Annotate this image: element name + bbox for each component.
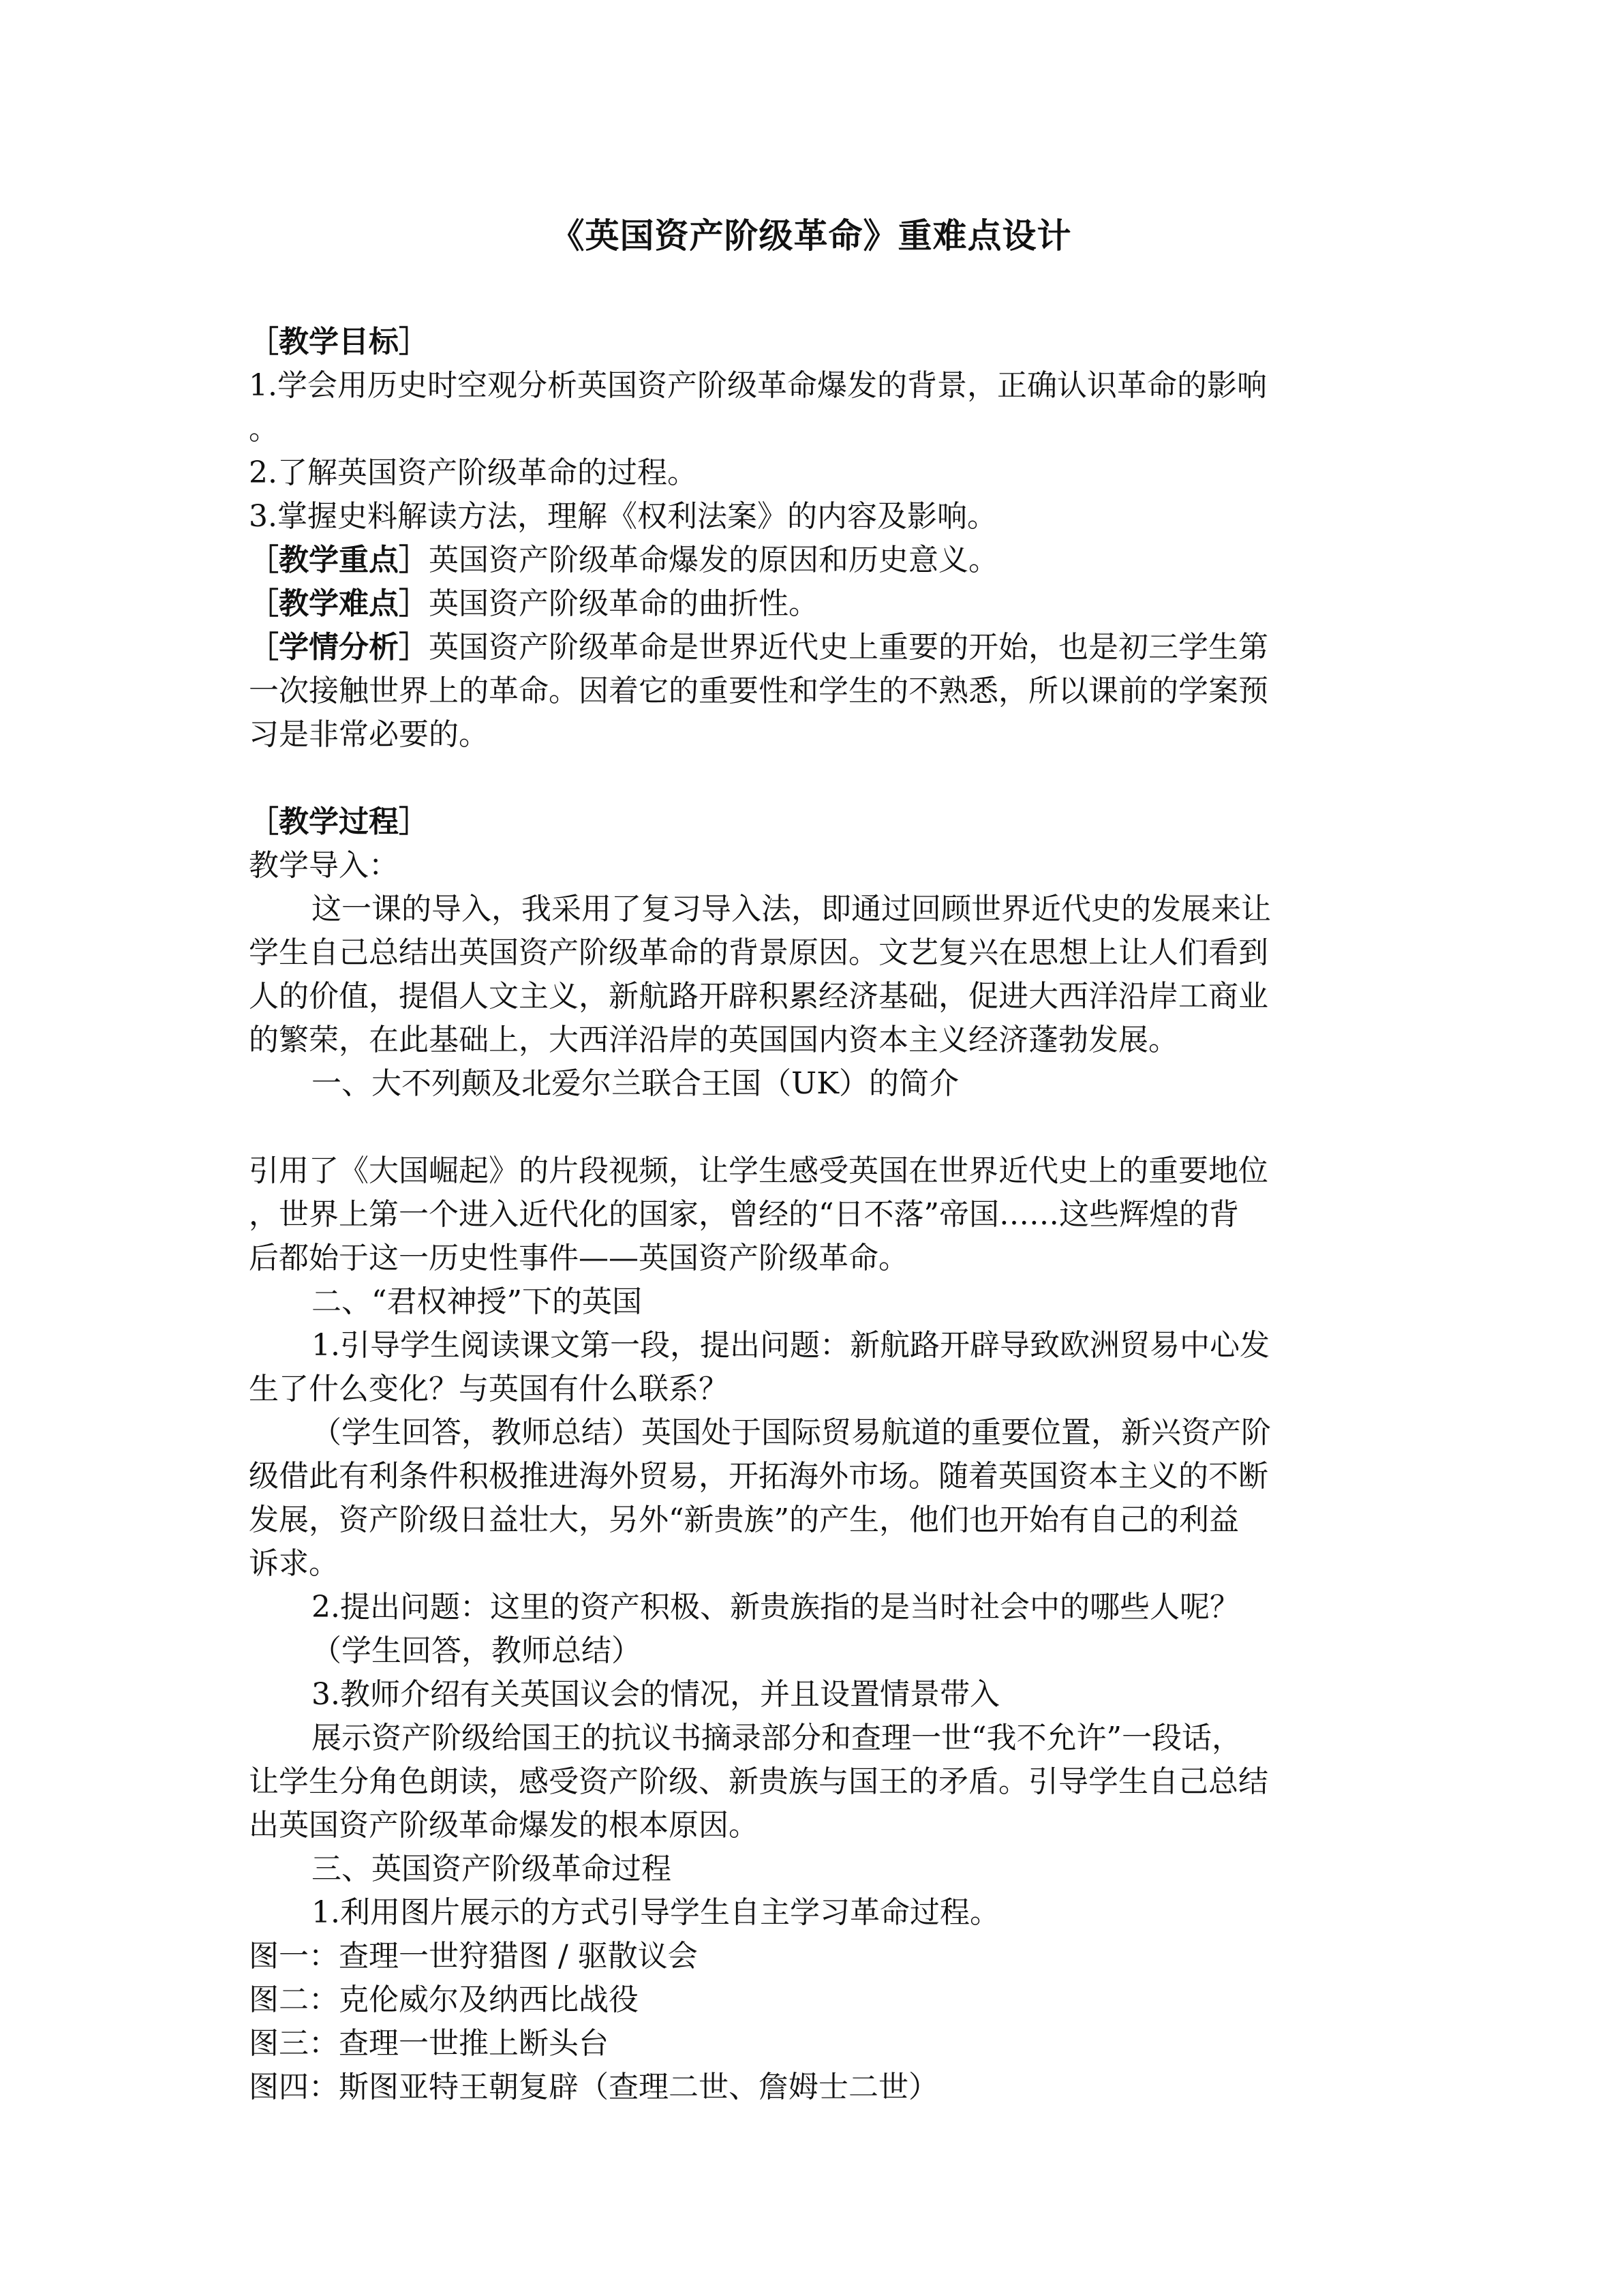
section-1-line-3: 后都始于这一历史性事件——英国资产阶级革命。 <box>249 1241 908 1275</box>
section-2-answer-1-line-4: 诉求。 <box>249 1546 339 1581</box>
intro-label: 教学导入： <box>249 848 399 883</box>
key-point-paragraph <box>249 539 1373 582</box>
section-2-answer-3-line-2: 让学生分角色朗读，感受资产阶级、新贵族与国王的矛盾。引导学生自己总结 <box>249 1764 1268 1799</box>
section-2-title: 二、“君权神授”下的英国 <box>311 1284 642 1319</box>
spacer <box>249 757 1373 800</box>
key-point-label: ［教学重点］ <box>249 543 429 577</box>
figure-item-1: 图一：查理一世狩猎图 / 驱散议会 <box>249 1939 698 1974</box>
section-2-answer-1-line-1: （学生回答，教师总结）英国处于国际贸易航道的重要位置，新兴资产阶 <box>311 1415 1271 1450</box>
section-1-line-1: 引用了《大国崛起》的片段视频，让学生感受英国在世界近代史上的重要地位 <box>249 1153 1268 1188</box>
objective-1-line-1: 1.学会用历史时空观分析英国资产阶级革命爆发的背景，正确认识革命的影响 <box>249 368 1267 403</box>
figure-item-4: 图四：斯图亚特王朝复辟（查理二世、詹姆士二世） <box>249 2070 938 2104</box>
document-body <box>249 320 1373 2109</box>
objective-3: 3.掌握史料解读方法，理解《权利法案》的内容及影响。 <box>249 499 997 534</box>
intro-line-4: 的繁荣，在此基础上，大西洋沿岸的英国国内资本主义经济蓬勃发展。 <box>249 1023 1178 1057</box>
section-2-answer-3-line-3: 出英国资产阶级革命爆发的根本原因。 <box>249 1808 759 1843</box>
section-1-line-2: ，世界上第一个进入近代化的国家，曾经的“日不落”帝国……这些辉煌的背 <box>249 1197 1239 1232</box>
intro-line-1: 这一课的导入，我采用了复习导入法，即通过回顾世界近代史的发展来让 <box>311 892 1271 926</box>
process-heading: ［教学过程］ <box>249 804 429 839</box>
difficult-point-text: 英国资产阶级革命的曲折性。 <box>429 586 818 621</box>
document-title: 《英国资产阶级革命》重难点设计 <box>550 215 1072 256</box>
analysis-line-3: 习是非常必要的。 <box>249 717 489 752</box>
section-2-question-3: 3.教师介绍有关英国议会的情况，并且设置情景带入 <box>311 1677 1000 1712</box>
intro-line-3: 人的价值，提倡人文主义，新航路开辟积累经济基础，促进大西洋沿岸工商业 <box>249 979 1268 1014</box>
intro-line-2: 学生自己总结出英国资产阶级革命的背景原因。文艺复兴在思想上让人们看到 <box>249 935 1268 970</box>
objective-1-line-2: 。 <box>249 412 279 447</box>
section-3-title: 三、英国资产阶级革命过程 <box>311 1852 671 1886</box>
section-2-answer-2: （学生回答，教师总结） <box>311 1633 641 1668</box>
difficult-point-label: ［教学难点］ <box>249 586 429 621</box>
analysis-line-2: 一次接触世界上的革命。因着它的重要性和学生的不熟悉，所以课前的学案预 <box>249 674 1268 708</box>
objective-2: 2.了解英国资产阶级革命的过程。 <box>249 455 697 490</box>
section-1-title: 一、大不列颠及北爱尔兰联合王国（UK）的简介 <box>311 1066 959 1101</box>
section-2-answer-1-line-3: 发展，资产阶级日益壮大，另外“新贵族”的产生，他们也开始有自己的利益 <box>249 1502 1239 1537</box>
figure-item-2: 图二：克伦威尔及纳西比战役 <box>249 1982 639 2017</box>
key-point-text: 英国资产阶级革命爆发的原因和历史意义。 <box>429 543 998 577</box>
section-2-answer-3-line-1: 展示资产阶级给国王的抗议书摘录部分和查理一世“我不允许”一段话， <box>311 1721 1242 1755</box>
section-3-paragraph-1: 1.利用图片展示的方式引导学生自主学习革命过程。 <box>311 1895 1000 1930</box>
analysis-line-1 <box>249 626 1373 669</box>
spacer <box>249 1106 1373 1149</box>
section-2-question-2: 2.提出问题：这里的资产积极、新贵族指的是当时社会中的哪些人呢？ <box>311 1590 1240 1625</box>
difficult-point-paragraph <box>249 582 1373 626</box>
analysis-text-1: 英国资产阶级革命是世界近代史上重要的开始，也是初三学生第 <box>429 630 1268 665</box>
section-2-question-1-line-1: 1.引导学生阅读课文第一段，提出问题：新航路开辟导致欧洲贸易中心发 <box>311 1328 1270 1363</box>
analysis-label: ［学情分析］ <box>249 630 429 665</box>
section-2-answer-1-line-2: 级借此有利条件积极推进海外贸易，开拓海外市场。随着英国资本主义的不断 <box>249 1459 1268 1494</box>
objectives-heading: ［教学目标］ <box>249 324 429 359</box>
figure-item-3: 图三：查理一世推上断头台 <box>249 2026 609 2061</box>
section-2-question-1-line-2: 生了什么变化？与英国有什么联系？ <box>249 1372 729 1406</box>
